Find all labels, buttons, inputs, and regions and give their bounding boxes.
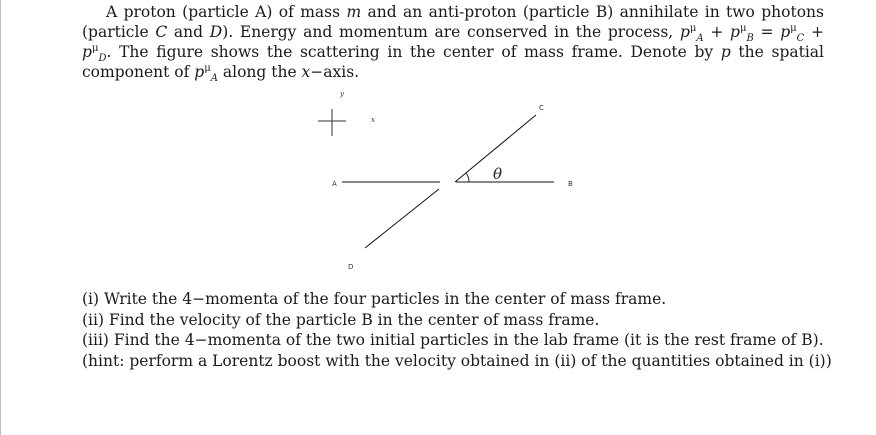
hint-text: (hint: perform a Lorentz boost with the velocity obtained in (ii) of the quantities obtained in (i)): [82, 351, 832, 370]
problem-paragraph: [82, 2, 825, 85]
intro-text-5: the spatial component of: [82, 43, 824, 81]
axis-name: x: [301, 63, 311, 81]
particle-b-label: B: [568, 180, 573, 188]
intro-text-2: and an anti-proton (particle B) annihilate in two photons (particle: [82, 3, 824, 41]
mass-symbol: m: [346, 3, 362, 21]
particle-d-symbol: D: [209, 23, 223, 41]
particle-a-label: A: [332, 180, 337, 188]
intro-text-3: ). Energy and momentum are conserved in the process,: [222, 23, 680, 41]
question-item: (iii) Find the 4−momenta of the two initial particles in the lab frame (it is the rest frame of B).: [82, 331, 824, 349]
particle-c-symbol: C: [155, 23, 168, 41]
particle-c-label: C: [539, 104, 544, 112]
angle-arc: [466, 173, 469, 182]
intro-text-6: along the: [217, 63, 302, 81]
intro-text-1: A proton (particle A) of mass: [106, 3, 347, 21]
problem-statement: [82, 2, 825, 85]
question-list: [82, 289, 842, 371]
x-axis-label: x: [371, 116, 375, 124]
intro-text-7: −axis.: [310, 63, 360, 81]
scattering-diagram: [300, 85, 590, 280]
page-left-border: [0, 0, 1, 435]
theta-label: θ: [493, 165, 503, 183]
conservation-equation: $p^\mu_A + p^\mu_B = p^\mu_C + p^\mu_D$: [82, 22, 825, 65]
y-axis-label: y: [340, 90, 344, 98]
intro-text-4: . The figure shows the scattering in the center of mass frame. Denote by: [106, 43, 721, 61]
question-item: (i) Write the 4−momenta of the four particles in the center of mass frame.: [82, 290, 667, 308]
particle-d-line: [365, 189, 439, 248]
intro-and: and: [167, 23, 210, 41]
question-item: (ii) Find the velocity of the particle B in the center of mass frame.: [82, 310, 600, 329]
particle-d-label: D: [348, 263, 354, 271]
scattering-figure: [300, 85, 590, 280]
momentum-vector: $p^\mu_A$: [194, 62, 218, 85]
momentum-symbol: p: [720, 43, 731, 61]
